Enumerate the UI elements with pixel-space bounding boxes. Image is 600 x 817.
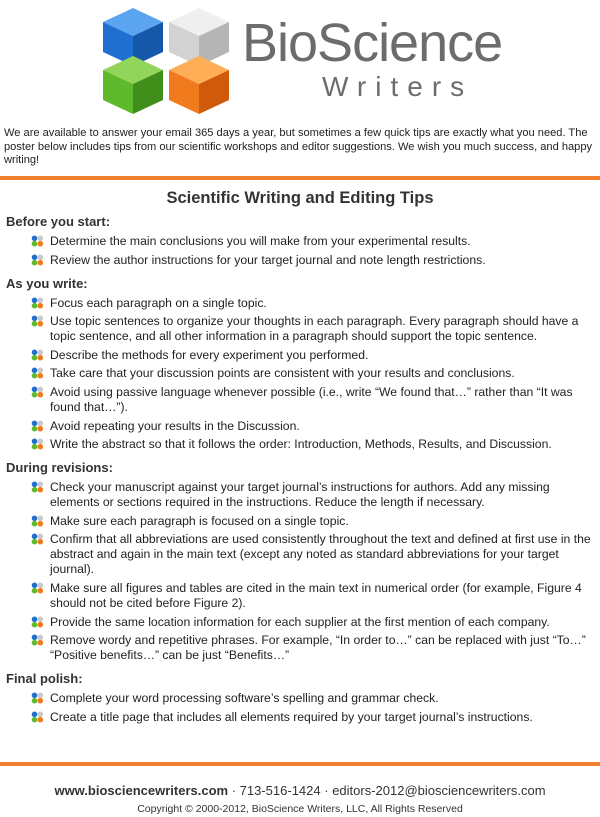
tip-text: Determine the main conclusions you will make from your experimental results. <box>50 234 471 248</box>
four-dot-bullet-icon <box>31 438 44 450</box>
section-heading: During revisions: <box>6 460 113 476</box>
tip-text: Make sure each paragraph is focused on a single topic. <box>50 513 349 528</box>
tip-text: Focus each paragraph on a single topic. <box>50 295 267 310</box>
list-item <box>6 633 596 663</box>
section <box>6 460 596 663</box>
list-item <box>6 437 596 452</box>
four-dot-bullet-icon <box>31 297 44 309</box>
tip-text: Confirm that all abbreviations are used consistently throughout the text and defined at first use in the abstract and again in the main text (except any noted as standard abbreviations for your target journal). <box>50 532 591 577</box>
four-dot-bullet-icon <box>31 692 44 704</box>
section-heading: Before you start: <box>6 214 111 229</box>
bottom-divider <box>0 762 600 766</box>
four-dot-bullet-icon <box>31 481 44 493</box>
phone-number: 713-516-1424 <box>239 783 321 798</box>
four-dot-bullet-icon <box>31 254 44 266</box>
tip-text: Review the author instructions for your target journal and note length restrictions. <box>50 252 486 267</box>
tip-text: Provide the same location information for each supplier at the first mention of each company. <box>50 614 550 629</box>
tip-text: Take care that your discussion points are consistent with your results and conclusions. <box>50 366 515 381</box>
four-dot-bullet-icon <box>31 515 44 527</box>
section <box>6 276 596 453</box>
list-item <box>6 314 596 344</box>
four-dot-bullet-icon <box>31 582 44 594</box>
intro-text: We are available to answer your email 365 days a year, but sometimes a few quick tips are exactly what you need. The poster below includes tips from our scientific workshops and editor suggestions. We wish you much success, and happy writing! <box>4 127 593 167</box>
tip-text: Remove wordy and repetitive phrases. For example, “In order to…” can be replaced with just “To…” “Positive benefits…” can be just “Benefits…” <box>50 633 586 663</box>
copyright: Copyright © 2000-2012, BioScience Writers, LLC, All Rights Reserved <box>137 803 463 815</box>
list-item <box>6 419 596 434</box>
list-item <box>6 366 596 381</box>
list-item <box>6 615 596 630</box>
list-item <box>6 385 596 415</box>
email-link[interactable]: editors-2012@biosciencewriters.com <box>332 783 546 798</box>
tip-text: Avoid using passive language whenever possible (i.e., write “We found that…” rather than “It was found that…”). <box>50 384 573 414</box>
four-dot-bullet-icon <box>31 349 44 361</box>
footer-contact <box>0 783 600 798</box>
brand-name: BioScience <box>242 13 503 73</box>
four-dot-bullet-icon <box>31 533 44 545</box>
separator: · <box>228 783 240 798</box>
page-title: Scientific Writing and Editing Tips <box>166 189 434 207</box>
tip-text: Check your manuscript against your target journal’s instructions for authors. Add any missing elements or sections required in the instructions. Reduce the length if necessary. <box>50 480 550 510</box>
four-dot-bullet-icon <box>31 367 44 379</box>
tip-text: Complete your word processing software’s spelling and grammar check. <box>50 691 439 706</box>
four-dot-bullet-icon <box>31 235 44 247</box>
four-dot-bullet-icon <box>31 386 44 398</box>
separator: · <box>320 783 333 798</box>
list-item <box>6 480 596 510</box>
list-item <box>6 348 596 363</box>
four-dot-bullet-icon <box>31 634 44 646</box>
four-dot-bullet-icon <box>31 616 44 628</box>
four-dot-bullet-icon <box>31 711 44 723</box>
logo-header <box>0 0 600 122</box>
tip-text: Avoid repeating your results in the Discussion. <box>50 418 300 433</box>
tips-content <box>6 214 596 733</box>
list-item <box>6 581 596 611</box>
list-item <box>6 234 596 249</box>
list-item <box>6 296 596 311</box>
section <box>6 214 596 268</box>
list-item <box>6 253 596 268</box>
tip-text: Create a title page that includes all elements required by your target journal’s instructions. <box>50 709 533 724</box>
tip-text: Describe the methods for every experiment you performed. <box>50 347 369 362</box>
four-cubes-logo-icon <box>97 2 237 117</box>
section <box>6 671 596 725</box>
tip-text: Use topic sentences to organize your thoughts in each paragraph. Every paragraph should have a topic sentence, and all other information in a paragraph should support the topic sentence. <box>50 314 579 344</box>
top-divider <box>0 176 600 180</box>
website-link[interactable]: www.biosciencewriters.com <box>54 783 229 798</box>
section-heading: Final polish: <box>6 671 83 687</box>
tip-text: Write the abstract so that it follows the order: Introduction, Methods, Results, and Discussion. <box>50 437 552 452</box>
list-item <box>6 514 596 529</box>
list-item <box>6 691 596 706</box>
four-dot-bullet-icon <box>31 420 44 432</box>
four-dot-bullet-icon <box>31 315 44 327</box>
brand-sub: Writers <box>322 71 474 102</box>
list-item <box>6 710 596 725</box>
section-heading: As you write: <box>6 275 88 291</box>
list-item <box>6 532 596 577</box>
tip-text: Make sure all figures and tables are cited in the main text in numerical order (for example, Figure 4 should not be cited before Figure 2). <box>50 580 582 610</box>
